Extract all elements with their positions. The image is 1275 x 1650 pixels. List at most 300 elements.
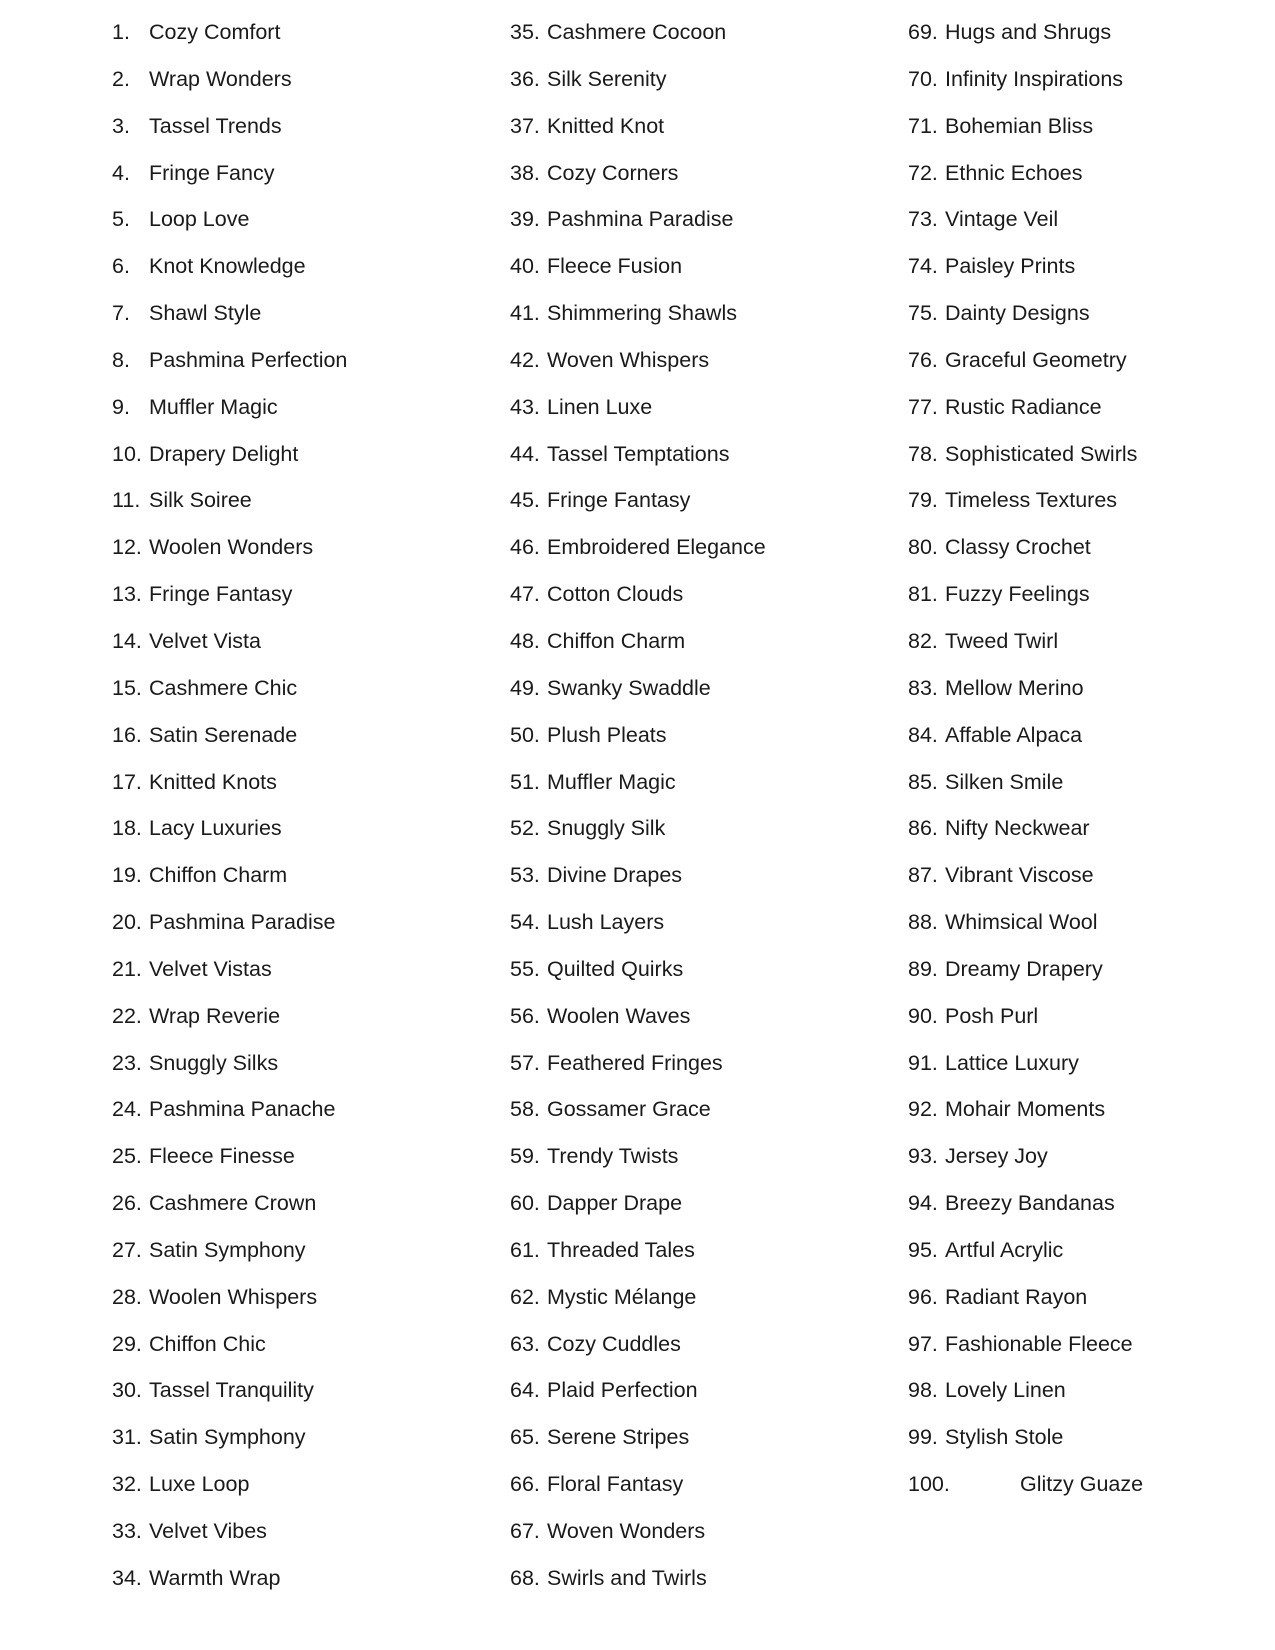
list-item-name: Satin Symphony [149, 1237, 306, 1262]
list-item-name: Rustic Radiance [945, 394, 1102, 419]
list-item [908, 155, 1275, 202]
list-item-number: 69. [908, 20, 938, 44]
list-item [112, 1279, 492, 1326]
list-item-name: Whimsical Wool [945, 910, 1098, 935]
list-item-name: Silken Smile [945, 769, 1064, 794]
list-item-name: Woolen Wonders [149, 535, 314, 560]
list-item-name: Paisley Prints [945, 254, 1076, 279]
list-item-number: 25. [112, 1144, 142, 1169]
list-item [908, 1185, 1275, 1232]
list-item [908, 529, 1275, 576]
list-item [908, 14, 1275, 61]
list-item-number: 23. [112, 1050, 142, 1075]
list-item-name: Jersey Joy [945, 1144, 1048, 1169]
list-item-number: 56. [510, 1003, 540, 1028]
list-item-name: Wrap Wonders [149, 66, 292, 91]
list-item-name: Swanky Swaddle [547, 675, 711, 700]
list-item-name: Fringe Fancy [149, 160, 275, 185]
list-item [510, 1138, 890, 1185]
list-item-number: 98. [908, 1378, 938, 1403]
list-item [510, 1372, 890, 1419]
name-list-column-3 [908, 14, 1275, 1513]
list-item-name: Ethnic Echoes [945, 160, 1083, 185]
list-item [908, 1232, 1275, 1279]
list-item-number: 35. [510, 20, 540, 44]
list-item [908, 1045, 1275, 1092]
list-item-number: 44. [510, 441, 540, 466]
list-item-name: Pashmina Perfection [149, 347, 348, 372]
list-item-number: 41. [510, 301, 540, 326]
list-item-name: Sophisticated Swirls [945, 441, 1138, 466]
list-item [510, 61, 890, 108]
list-item [112, 857, 492, 904]
list-item [510, 998, 890, 1045]
list-item-name: Cozy Comfort [149, 20, 281, 44]
list-item-name: Satin Symphony [149, 1425, 306, 1450]
list-item-number: 9. [112, 394, 130, 419]
list-item-number: 33. [112, 1519, 142, 1543]
list-item-number: 59. [510, 1144, 540, 1169]
list-item [510, 1185, 890, 1232]
list-item [510, 529, 890, 576]
list-item-number: 63. [510, 1331, 540, 1356]
list-item-name: Loop Love [149, 207, 250, 232]
list-item-number: 36. [510, 66, 540, 91]
list-item-number: 80. [908, 535, 938, 560]
list-item [112, 342, 492, 389]
list-item-number: 92. [908, 1097, 938, 1122]
list-item-name: Feathered Fringes [547, 1050, 723, 1075]
list-item-name: Pashmina Paradise [547, 207, 734, 232]
list-item-name: Wrap Reverie [149, 1003, 281, 1028]
list-item [908, 1326, 1275, 1373]
list-item-name: Cotton Clouds [547, 582, 684, 607]
list-item-number: 50. [510, 722, 540, 747]
list-item-number: 47. [510, 582, 540, 607]
list-item-number: 79. [908, 488, 938, 513]
list-item-name: Woven Wonders [547, 1519, 706, 1543]
list-item [112, 1372, 492, 1419]
list-item [112, 576, 492, 623]
list-item-number: 26. [112, 1191, 142, 1216]
list-item-number: 94. [908, 1191, 938, 1216]
list-item-name: Lovely Linen [945, 1378, 1066, 1403]
list-item-name: Fringe Fantasy [547, 488, 691, 513]
list-item-number: 34. [112, 1565, 142, 1590]
list-item-name: Snuggly Silk [547, 816, 666, 841]
list-item-name: Linen Luxe [547, 394, 653, 419]
list-item-name: Snuggly Silks [149, 1050, 279, 1075]
list-item-name: Lush Layers [547, 910, 665, 935]
list-item-number: 52. [510, 816, 540, 841]
list-item-number: 93. [908, 1144, 938, 1169]
list-item [908, 623, 1275, 670]
list-item-name: Embroidered Elegance [547, 535, 766, 560]
list-item [510, 1466, 890, 1513]
list-item-name: Tassel Trends [149, 113, 282, 138]
list-item [112, 810, 492, 857]
list-item-number: 49. [510, 675, 540, 700]
list-item-number: 8. [112, 347, 130, 372]
list-item-name: Glitzy Guaze [1020, 1472, 1144, 1497]
list-item-number: 12. [112, 535, 142, 560]
list-item-name: Pashmina Paradise [149, 910, 336, 935]
list-item-number: 60. [510, 1191, 540, 1216]
list-item-number: 81. [908, 582, 938, 607]
list-item-number: 91. [908, 1050, 938, 1075]
list-item-number: 73. [908, 207, 938, 232]
list-item-name: Chiffon Charm [547, 628, 686, 653]
list-item-name: Drapery Delight [149, 441, 299, 466]
list-item [112, 623, 492, 670]
list-item [510, 1279, 890, 1326]
list-item [510, 295, 890, 342]
list-item [112, 1091, 492, 1138]
list-item-name: Tweed Twirl [945, 628, 1059, 653]
list-item-number: 4. [112, 160, 130, 185]
list-item-name: Fringe Fantasy [149, 582, 293, 607]
list-item [908, 389, 1275, 436]
name-list-column-1 [112, 14, 492, 1607]
list-item [112, 764, 492, 811]
list-item [112, 295, 492, 342]
list-item-number: 32. [112, 1472, 142, 1497]
list-item-number: 10. [112, 441, 142, 466]
list-item-number: 68. [510, 1565, 540, 1590]
list-item [510, 717, 890, 764]
list-item [510, 951, 890, 998]
list-item-name: Tassel Tranquility [149, 1378, 314, 1403]
list-item-name: Classy Crochet [945, 535, 1091, 560]
list-item [510, 389, 890, 436]
list-item-number: 18. [112, 816, 142, 841]
list-item-number: 22. [112, 1003, 142, 1028]
list-item-number: 55. [510, 956, 540, 981]
list-item-number: 11. [112, 488, 141, 513]
list-item-number: 24. [112, 1097, 142, 1122]
list-item-name: Fashionable Fleece [945, 1331, 1133, 1356]
list-item [510, 155, 890, 202]
list-item [112, 529, 492, 576]
list-item-name: Silk Serenity [547, 66, 667, 91]
list-item-name: Vibrant Viscose [945, 863, 1094, 888]
list-item-name: Gossamer Grace [547, 1097, 711, 1122]
list-item-number: 75. [908, 301, 938, 326]
list-item-name: Nifty Neckwear [945, 816, 1090, 841]
list-item-name: Infinity Inspirations [945, 66, 1124, 91]
list-item [510, 576, 890, 623]
list-item-number: 54. [510, 910, 540, 935]
list-item [112, 248, 492, 295]
list-item-number: 85. [908, 769, 938, 794]
list-item-name: Lacy Luxuries [149, 816, 282, 841]
list-item-name: Knot Knowledge [149, 254, 306, 279]
list-item [112, 670, 492, 717]
list-item-name: Threaded Tales [547, 1237, 695, 1262]
list-item [112, 14, 492, 61]
list-item [112, 951, 492, 998]
list-item [112, 1045, 492, 1092]
list-item-number: 95. [908, 1237, 938, 1262]
list-item-number: 2. [112, 66, 130, 91]
list-item-number: 66. [510, 1472, 540, 1497]
list-item-number: 5. [112, 207, 130, 232]
list-item-number: 43. [510, 394, 540, 419]
list-item-number: 58. [510, 1097, 540, 1122]
list-item-name: Hugs and Shrugs [945, 20, 1112, 44]
list-item-number: 21. [112, 956, 142, 981]
list-item [112, 1466, 492, 1513]
list-item-number: 19. [112, 863, 142, 888]
list-item-name: Fleece Fusion [547, 254, 683, 279]
list-item-number: 86. [908, 816, 938, 841]
list-item-name: Muffler Magic [547, 769, 676, 794]
list-item [908, 764, 1275, 811]
list-item-name: Woven Whispers [547, 347, 710, 372]
list-item-number: 87. [908, 863, 938, 888]
list-item-number: 51. [510, 769, 540, 794]
list-item [908, 670, 1275, 717]
list-item-name: Shawl Style [149, 301, 262, 326]
list-item-number: 6. [112, 254, 130, 279]
list-item-name: Vintage Veil [945, 207, 1059, 232]
list-item-name: Chiffon Chic [149, 1331, 266, 1356]
list-item-name: Posh Purl [945, 1003, 1039, 1028]
list-item-number: 70. [908, 66, 938, 91]
list-item-name: Warmth Wrap [149, 1565, 281, 1590]
list-item-name: Serene Stripes [547, 1425, 690, 1450]
list-item-number: 30. [112, 1378, 142, 1403]
list-item [908, 810, 1275, 857]
list-item-name: Tassel Temptations [547, 441, 730, 466]
list-item-number: 17. [112, 769, 142, 794]
list-item-name: Velvet Vibes [149, 1519, 267, 1543]
list-item [510, 342, 890, 389]
list-item [112, 155, 492, 202]
list-item-number: 84. [908, 722, 938, 747]
list-item [510, 1091, 890, 1138]
list-item [510, 482, 890, 529]
list-item [112, 436, 492, 483]
list-item-number: 31. [112, 1425, 142, 1450]
list-item [510, 857, 890, 904]
list-item-number: 76. [908, 347, 938, 372]
list-item [112, 1560, 492, 1607]
list-item-number: 57. [510, 1050, 540, 1075]
list-item [908, 295, 1275, 342]
list-item-name: Floral Fantasy [547, 1472, 684, 1497]
list-item-name: Fuzzy Feelings [945, 582, 1090, 607]
list-item-name: Radiant Rayon [945, 1284, 1088, 1309]
list-item-name: Pashmina Panache [149, 1097, 336, 1122]
list-item-number: 7. [112, 301, 130, 326]
list-item [908, 248, 1275, 295]
list-item-number: 13. [112, 582, 142, 607]
list-item-name: Artful Acrylic [945, 1237, 1064, 1262]
list-item-number: 90. [908, 1003, 938, 1028]
list-item-number: 64. [510, 1378, 540, 1403]
list-item-number: 74. [908, 254, 938, 279]
list-item-number: 38. [510, 160, 540, 185]
list-item [112, 904, 492, 951]
list-item-name: Silk Soiree [149, 488, 252, 513]
list-item-number: 15. [112, 675, 142, 700]
list-item-number: 97. [908, 1331, 938, 1356]
list-item [112, 1513, 492, 1560]
list-item [510, 14, 890, 61]
list-item [908, 61, 1275, 108]
list-item-number: 78. [908, 441, 938, 466]
list-item [510, 764, 890, 811]
list-item-number: 89. [908, 956, 938, 981]
list-item [908, 857, 1275, 904]
list-item-number: 40. [510, 254, 540, 279]
list-item [510, 904, 890, 951]
list-item [510, 201, 890, 248]
list-item-number: 46. [510, 535, 540, 560]
list-item [510, 623, 890, 670]
list-item-number: 45. [510, 488, 540, 513]
list-item-number: 67. [510, 1519, 540, 1543]
list-item [112, 998, 492, 1045]
list-item-name: Bohemian Bliss [945, 113, 1094, 138]
list-item [908, 1466, 1275, 1513]
list-item-number: 96. [908, 1284, 938, 1309]
list-item-name: Satin Serenade [149, 722, 298, 747]
list-item-number: 39. [510, 207, 540, 232]
list-item-number: 14. [112, 628, 142, 653]
list-item-number: 53. [510, 863, 540, 888]
list-item-name: Plaid Perfection [547, 1378, 698, 1403]
list-item-number: 48. [510, 628, 540, 653]
list-item-number: 71. [908, 113, 938, 138]
list-item-name: Divine Drapes [547, 863, 683, 888]
list-item-name: Dreamy Drapery [945, 956, 1103, 981]
list-item [908, 482, 1275, 529]
list-item-number: 37. [510, 113, 540, 138]
list-item-name: Woolen Waves [547, 1003, 691, 1028]
list-item-name: Mohair Moments [945, 1097, 1106, 1122]
list-item-name: Cashmere Crown [149, 1191, 317, 1216]
list-item-number: 77. [908, 394, 938, 419]
list-item [510, 108, 890, 155]
list-item-name: Velvet Vista [149, 628, 261, 653]
list-item-number: 16. [112, 722, 142, 747]
list-item [112, 482, 492, 529]
list-item [510, 1232, 890, 1279]
list-item-name: Trendy Twists [547, 1144, 679, 1169]
list-item [908, 108, 1275, 155]
list-item-name: Affable Alpaca [945, 722, 1083, 747]
list-item-name: Fleece Finesse [149, 1144, 295, 1169]
list-item [908, 951, 1275, 998]
list-item [908, 1279, 1275, 1326]
list-item-name: Breezy Bandanas [945, 1191, 1115, 1216]
list-item [112, 1138, 492, 1185]
list-item-number: 3. [112, 113, 130, 138]
list-item-name: Velvet Vistas [149, 956, 272, 981]
list-item [908, 717, 1275, 764]
list-item [908, 436, 1275, 483]
list-item-name: Cashmere Cocoon [547, 20, 727, 44]
list-item-number: 72. [908, 160, 938, 185]
list-item [112, 389, 492, 436]
list-item [112, 1232, 492, 1279]
list-item [510, 248, 890, 295]
list-item [510, 670, 890, 717]
list-item-number: 1. [112, 20, 130, 44]
list-item-name: Shimmering Shawls [547, 301, 737, 326]
list-item [112, 1326, 492, 1373]
list-item [908, 1419, 1275, 1466]
list-item [908, 1138, 1275, 1185]
list-item [908, 904, 1275, 951]
list-item-number: 82. [908, 628, 938, 653]
list-item-name: Plush Pleats [547, 722, 667, 747]
list-item-name: Cashmere Chic [149, 675, 298, 700]
list-item-name: Luxe Loop [149, 1472, 250, 1497]
list-item [112, 201, 492, 248]
list-item [510, 1045, 890, 1092]
list-item [112, 1419, 492, 1466]
list-item-number: 62. [510, 1284, 540, 1309]
list-item [908, 201, 1275, 248]
list-item [510, 436, 890, 483]
list-item-name: Dainty Designs [945, 301, 1090, 326]
list-item [112, 108, 492, 155]
list-item-name: Cozy Corners [547, 160, 679, 185]
list-item-number: 83. [908, 675, 938, 700]
list-item-name: Mystic Mélange [547, 1284, 697, 1309]
list-item-name: Stylish Stole [945, 1425, 1064, 1450]
list-item-name: Lattice Luxury [945, 1050, 1079, 1075]
list-item-name: Swirls and Twirls [547, 1565, 707, 1590]
list-item [908, 1372, 1275, 1419]
list-item-name: Muffler Magic [149, 394, 278, 419]
list-item-name: Mellow Merino [945, 675, 1084, 700]
list-item-number: 61. [510, 1237, 540, 1262]
list-item-name: Knitted Knot [547, 113, 665, 138]
list-item-number: 20. [112, 910, 142, 935]
list-item-number: 99. [908, 1425, 938, 1450]
list-item-name: Chiffon Charm [149, 863, 288, 888]
list-item [908, 576, 1275, 623]
list-item [112, 1185, 492, 1232]
list-item-number: 29. [112, 1331, 142, 1356]
list-item [112, 61, 492, 108]
list-item [908, 1091, 1275, 1138]
list-item-name: Dapper Drape [547, 1191, 683, 1216]
list-item-name: Quilted Quirks [547, 956, 684, 981]
list-item [510, 1513, 890, 1560]
list-item-name: Knitted Knots [149, 769, 277, 794]
list-item [510, 1560, 890, 1607]
list-item-number: 27. [112, 1237, 142, 1262]
list-item-name: Timeless Textures [945, 488, 1118, 513]
list-item-name: Cozy Cuddles [547, 1331, 681, 1356]
list-item [510, 1419, 890, 1466]
list-item-number: 42. [510, 347, 540, 372]
name-list-column-2 [510, 14, 890, 1607]
list-item-name: Graceful Geometry [945, 347, 1127, 372]
list-item-number: 88. [908, 910, 938, 935]
list-item [510, 810, 890, 857]
list-item [510, 1326, 890, 1373]
list-item [908, 342, 1275, 389]
list-item [112, 717, 492, 764]
list-item-number: 100. [908, 1472, 950, 1497]
list-item-name: Woolen Whispers [149, 1284, 318, 1309]
